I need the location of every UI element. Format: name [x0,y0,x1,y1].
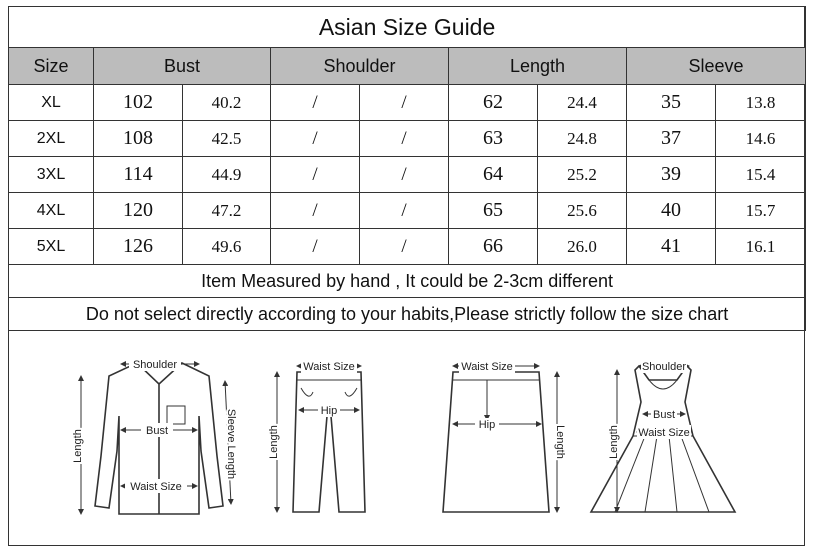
skirt-diagram [443,366,557,512]
length-cm-cell: 64 [449,157,538,193]
skirt-length-label: Length [554,425,566,459]
skirt-outline [443,372,549,512]
bust-in-cell: 42.5 [183,121,271,157]
length-cm-cell: 62 [449,85,538,121]
length-in-cell: 25.2 [538,157,627,193]
sleeve-in-cell: 13.8 [716,85,806,121]
pants-hip-label: Hip [320,405,338,417]
header-bust: Bust [94,48,271,85]
sleeve-in-cell: 16.1 [716,229,806,265]
bust-cm-cell: 126 [94,229,183,265]
note-row [9,265,806,298]
sleeve-cm-cell: 39 [627,157,716,193]
title-row [9,7,806,48]
length-cm-cell: 63 [449,121,538,157]
table-row [9,193,806,229]
pants-length-label: Length [268,425,280,459]
shoulder-in-cell: / [360,121,449,157]
shirt-waist-label: Waist Size [130,481,182,493]
length-in-cell: 26.0 [538,229,627,265]
sleeve-cm-cell: 41 [627,229,716,265]
bust-cm-cell: 108 [94,121,183,157]
measured-note: Item Measured by hand , It could be 2-3cm different [9,265,806,298]
table-row [9,85,806,121]
table-title: Asian Size Guide [9,7,806,48]
sleeve-in-cell: 14.6 [716,121,806,157]
header-sleeve: Sleeve [627,48,806,85]
length-cm-cell: 66 [449,229,538,265]
pants-pockets [301,388,357,396]
shoulder-cm-cell: / [271,157,360,193]
size-table [8,6,806,331]
dress-neckline [649,380,677,389]
shoulder-cm-cell: / [271,193,360,229]
shirt-bust-label: Bust [145,425,169,437]
bust-cm-cell: 102 [94,85,183,121]
shoulder-in-cell: / [360,85,449,121]
table-row [9,121,806,157]
pants-waist-label: Waist Size [303,361,355,373]
skirt-waist-label: Waist Size [461,361,513,373]
shoulder-in-cell: / [360,193,449,229]
size-cell: 3XL [9,157,94,193]
table-row [9,229,806,265]
sleeve-cm-cell: 35 [627,85,716,121]
size-cell: 4XL [9,193,94,229]
dress-bust-label: Bust [652,409,676,421]
sleeve-cm-cell: 40 [627,193,716,229]
dress-pleats [615,436,709,512]
bust-cm-cell: 120 [94,193,183,229]
sleeve-in-cell: 15.4 [716,157,806,193]
size-cell: 5XL [9,229,94,265]
sleeve-cm-cell: 37 [627,121,716,157]
length-cm-cell: 65 [449,193,538,229]
dress-waist-label: Waist Size [638,427,690,439]
length-in-cell: 24.4 [538,85,627,121]
length-in-cell: 25.6 [538,193,627,229]
header-size: Size [9,48,94,85]
bust-in-cell: 49.6 [183,229,271,265]
bust-in-cell: 40.2 [183,85,271,121]
bust-in-cell: 44.9 [183,157,271,193]
size-cell: XL [9,85,94,121]
shirt-pocket [167,406,185,424]
pants-diagram [277,366,365,512]
size-cell: 2XL [9,121,94,157]
bust-cm-cell: 114 [94,157,183,193]
shoulder-cm-cell: / [271,121,360,157]
note-row [9,298,806,331]
length-in-cell: 24.8 [538,121,627,157]
shirt-shoulder-label: Shoulder [132,359,178,371]
garment-diagrams [9,336,804,545]
shoulder-cm-cell: / [271,85,360,121]
shoulder-in-cell: / [360,229,449,265]
shoulder-in-cell: / [360,157,449,193]
header-row [9,48,806,85]
skirt-hip-label: Hip [478,419,496,431]
dress-length-label: Length [608,425,620,459]
dress-shoulder-label: Shoulder [641,361,687,373]
shirt-length-label: Length [72,429,84,463]
shirt-sleeve-label: Sleeve Length [225,408,237,480]
sleeve-in-cell: 15.7 [716,193,806,229]
header-length: Length [449,48,627,85]
bust-in-cell: 47.2 [183,193,271,229]
header-shoulder: Shoulder [271,48,449,85]
shoulder-cm-cell: / [271,229,360,265]
advice-note: Do not select directly according to your habits,Please strictly follow the size chart [9,298,806,331]
table-row [9,157,806,193]
